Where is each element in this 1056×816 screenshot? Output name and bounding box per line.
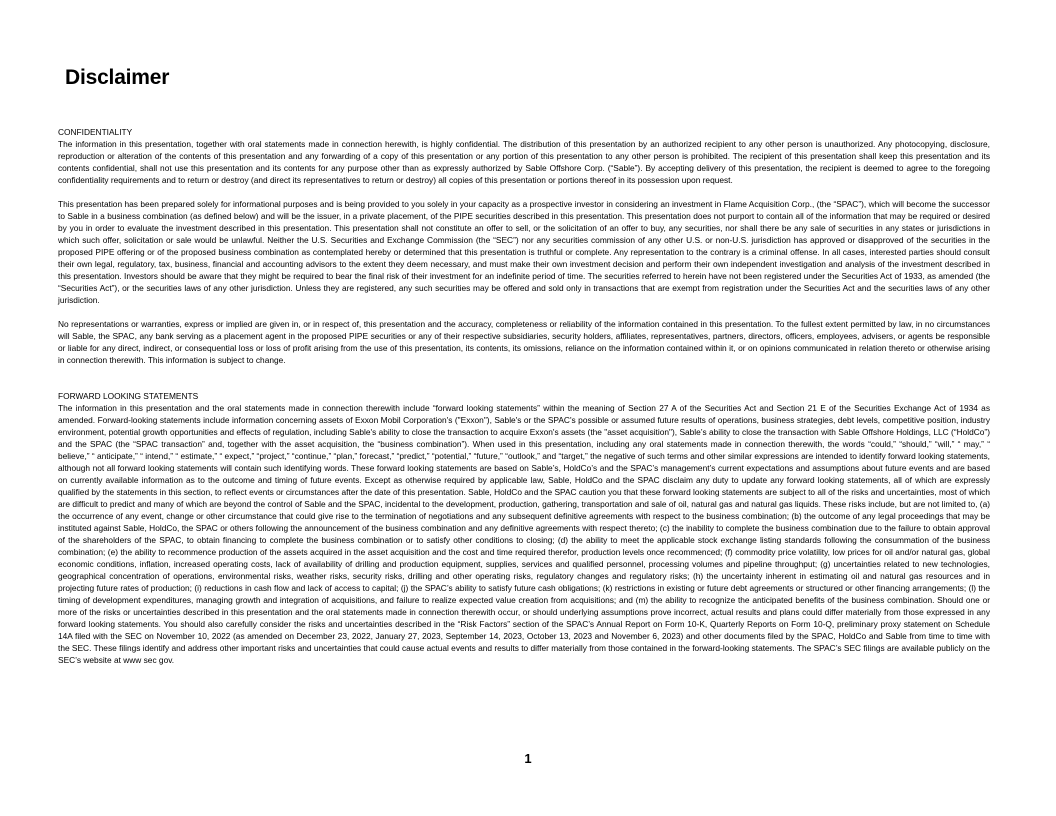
confidentiality-paragraph-3: No representations or warranties, express or implied are given in, or in respect of, this presentation and the accuracy, completeness or reliability of the information contained in this presentation. To the fullest extent permitted by law, in no circumstances will Sable, the SPAC, any bank serving as a placement agent in the proposed PIPE securities or any of their respective subsidiaries, security holders, affiliates, representatives, partners, directors, officers, employees, advisers, or agents be responsible or liable for any direct, indirect, or consequential loss or loss of profit arising from the use of this presentation, its contents, its omissions, reliance on the information contained within it, or on opinions communicated in relation thereto or otherwise arising in connection therewith. This information is subject to change. xyxy=(58,319,990,365)
confidentiality-heading: CONFIDENTIALITY xyxy=(58,127,133,137)
confidentiality-section xyxy=(58,126,990,366)
disclaimer-content xyxy=(58,126,990,666)
paragraph-spacer xyxy=(58,186,990,198)
forward-looking-heading: FORWARD LOOKING STATEMENTS xyxy=(58,391,199,401)
page-title: Disclaimer xyxy=(65,66,170,89)
paragraph-spacer xyxy=(58,306,990,318)
page-number: 1 xyxy=(524,751,532,766)
forward-looking-paragraph-1: The information in this presentation and the oral statements made in connection therewith include “forward looking statements” within the meaning of Section 27 A of the Securities Act and Section 21 E of the Securities Exchange Act of 1934 as amended. Forward-looking statements include information concerning assets of Exxon Mobil Corporation's ("Exxon"), Sable's or the SPAC's possible or assumed future results of operations, business strategies, debt levels, competitive position, industry environment, potential growth opportunities and effects of regulation, including Sable's ability to close the transaction to acquire Exxon's assets (the "asset acquisition"), Sable’s ability to close the transaction with Sable Offshore Holdings, LLC (“HoldCo”) and the SPAC (the “SPAC transaction” and, together with the asset acquisition, the “business combination”). When used in this presentation, including any oral statements made in connection therewith, the words “could,” “should,” “will,” “ may,” “ believe,” “ anticipate,” “ intend,” “ estimate,” “ expect,” “project,” “continue,” “plan,” forecast,” “predict,” “potential,” “future,” “outlook,” and “target,” the negative of such terms and other similar expressions are intended to identify forward looking statements, although not all forward looking statements will contain such identifying words. These forward looking statements are based on Sable’s, HoldCo’s and the SPAC’s management’s current expectations and assumptions about future events and are based on currently available information as to the outcome and timing of future events. Except as otherwise required by applicable law, Sable, HoldCo and the SPAC disclaim any duty to update any forward looking statements, all of which are expressly qualified by the statements in this section, to reflect events or circumstances after the date of this presentation. Sable, HoldCo and the SPAC caution you that these forward looking statements are subject to all of the risks and uncertainties, most of which are difficult to predict and many of which are beyond the control of Sable and the SPAC, incidental to the development, production, gathering, transportation and sale of oil, natural gas and natural gas liquids. These risks include, but are not limited to, (a) the occurrence of any event, change or other circumstance that could give rise to the termination of negotiations and any subsequent definitive agreements with respect to the business combination; (b) the outcome of any legal proceedings that may be instituted against Sable, HoldCo, the SPAC or others following the announcement of the business combination and any definitive agreements with respect thereto; (c) the inability to complete the business combination due to the failure to obtain approval of the shareholders of the SPAC, to obtain financing to complete the business combination or to satisfy other conditions to closing; (d) the ability to meet the applicable stock exchange listing standards following the consummation of the business combination; (e) the ability to recommence production of the assets acquired in the asset acquisition and the cost and time required therefor, production levels once recommenced; (f) commodity price volatility, low prices for oil and/or natural gas, global economic conditions, inflation, increased operating costs, lack of availability of drilling and production equipment, supplies, services and qualified personnel, processing volumes and pipeline throughput; (g) uncertainties related to new technologies, geographical concentration of operations, environmental risks, weather risks, security risks, drilling and other operating risks, regulatory changes and regulatory risks; (h) the uncertainty inherent in estimating oil and natural gas resources and in projecting future rates of production; (i) reductions in cash flow and lack of access to capital; (j) the SPAC’s ability to satisfy future cash obligations; (k) restrictions in existing or future debt agreements or structured or other financing arrangements; (l) the timing of development expenditures, managing growth and integration of acquisitions, and failure to realize expected value creation from acquisitions; and (m) the ability to recognize the anticipated benefits of the business combination. Should one or more of the risks or uncertainties described in this presentation and the oral statements made in connection therewith occur, or should underlying assumptions prove incorrect, actual results and plans could differ materially from those expressed in any forward looking statements. You should also carefully consider the risks and uncertainties described in the “Risk Factors” section of the SPAC’s Annual Report on Form 10-K, Quarterly Reports on Form 10-Q, preliminary proxy statement on Schedule 14A filed with the SEC on November 10, 2022 (as amended on December 23, 2022, January 27, 2023, September 14, 2023, October 13, 2023 and November 6, 2023) and other documents filed by the SPAC, HoldCo and Sable from time to time with the SEC. These filings identify and address other important risks and uncertainties that could cause actual events and results to differ materially from those contained in the forward-looking statements. The SPAC’s SEC filings are available publicly on the SEC’s website at www sec gov. xyxy=(58,403,990,665)
forward-looking-section xyxy=(58,390,990,666)
section-spacer xyxy=(58,366,990,390)
confidentiality-paragraph-1: The information in this presentation, together with oral statements made in connection herewith, is highly confidential. The distribution of this presentation by an authorized recipient to any other person is unauthorized. Any photocopying, disclosure, reproduction or alteration of the contents of this presentation and any forwarding of a copy of this presentation or any portion of this presentation to any other person is prohibited. The recipient of this presentation shall keep this presentation and its contents confidential, shall not use this presentation and its contents for any purpose other than as expressly authorized by Sable Offshore Corp. (“Sable”). By accepting delivery of this presentation, the recipient is deemed to agree to the foregoing confidentiality requirements and to return or destroy (and direct its representatives to return or destroy) all copies of this presentation or portions thereof in its possession upon request. xyxy=(58,139,990,185)
confidentiality-paragraph-2: This presentation has been prepared solely for informational purposes and is being provided to you solely in your capacity as a prospective investor in considering an investment in Flame Acquisition Corp., (the “SPAC”), which will become the successor to Sable in a business combination (as defined below) and will be the issuer, in a private placement, of the PIPE securities described in this presentation. This presentation does not purport to contain all of the information that may be required or desired by you in order to evaluate the investment described in this presentation. This presentation shall not constitute an offer to sell, or the solicitation of an offer to buy, any securities, nor shall there be any sale of securities in any states or jurisdictions in which such offer, solicitation or sale would be unlawful. Neither the U.S. Securities and Exchange Commission (the “SEC”) nor any securities commission of any other U.S. or non-U.S. jurisdiction has approved or disapproved of the securities in the proposed PIPE offering or of the proposed business combination as contemplated hereby or determined that this presentation is truthful or complete. Any representation to the contrary is a criminal offense. In all cases, interested parties should consult their own legal, regulatory, tax, business, financial and accounting advisors to the extent they deem necessary, and must make their own investment decision and perform their own independent investigation and analysis of the investment described in this presentation. Investors should be aware that they might be required to bear the final risk of their investment for an indefinite period of time. The securities referred to herein have not been registered under the Securities Act of 1933, as amended (the “Securities Act”), or the securities laws of any other jurisdiction. Unless they are registered, any such securities may be offered and sold only in transactions that are exempt from registration under the Securities Act and the securities laws of any other jurisdiction. xyxy=(58,199,990,305)
